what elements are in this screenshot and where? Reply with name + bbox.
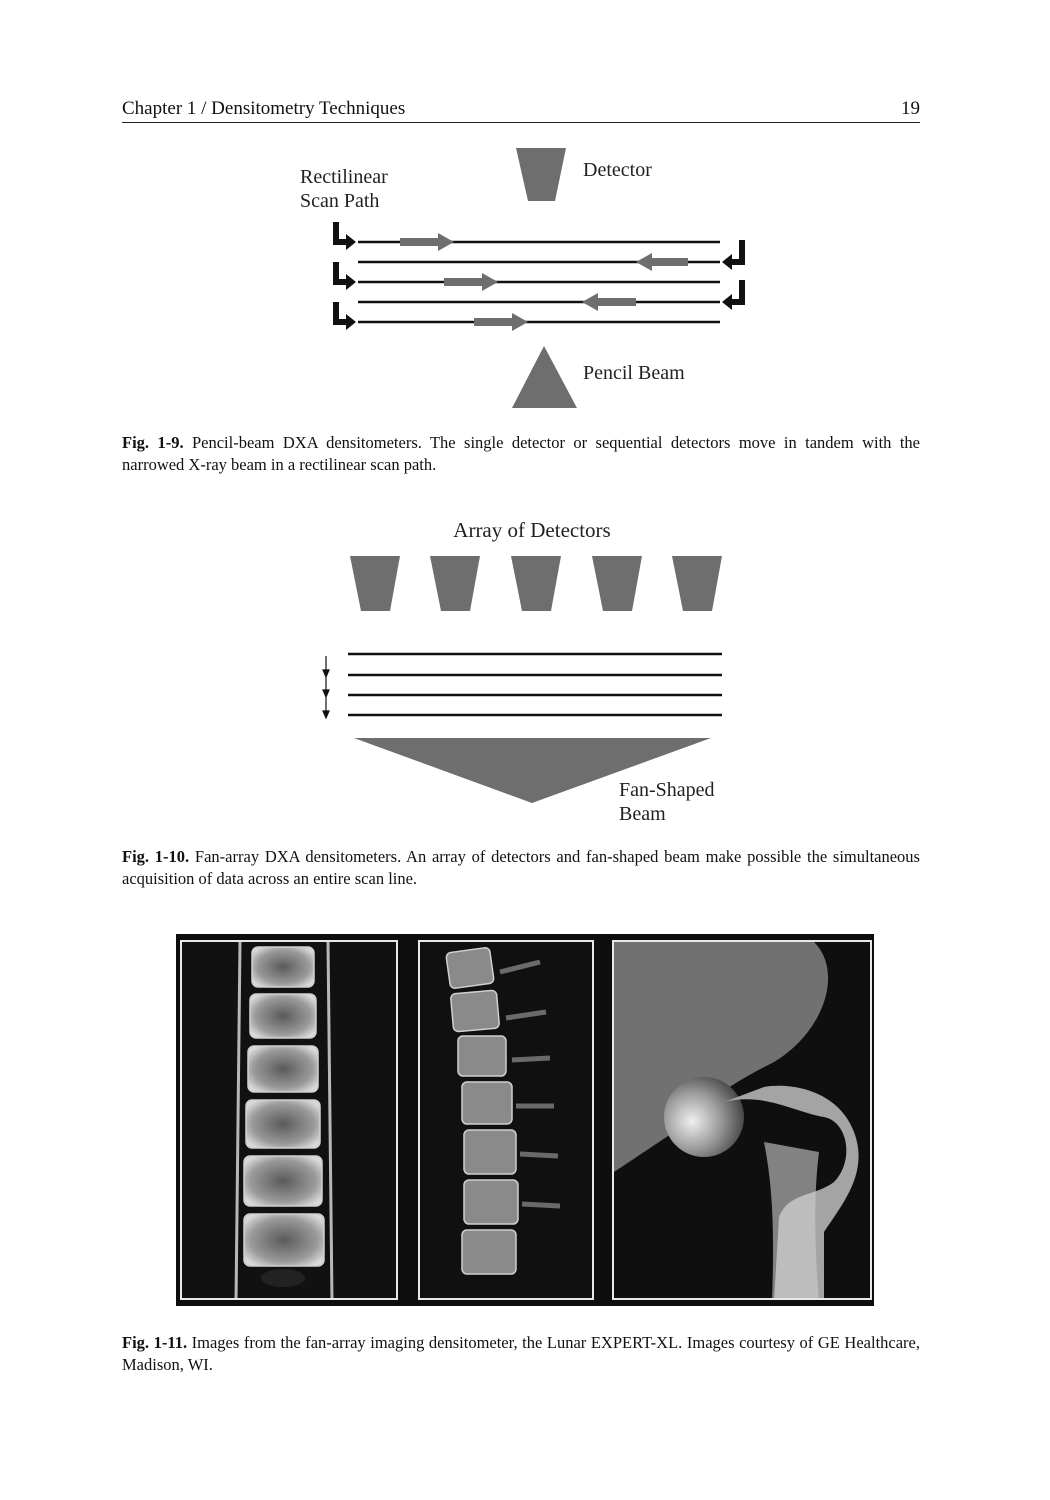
figure-1-10-caption-label: Fig. 1-10. xyxy=(122,847,190,866)
figure-1-10-caption-text: Fan-array DXA densitometers. An array of detectors and fan-shaped beam make possible the simultaneous acquisition of data across an entire scan line. xyxy=(122,847,920,888)
xray-ap-spine xyxy=(180,940,398,1300)
rectilinear-label-line1: Rectilinear xyxy=(300,166,388,188)
pencil-beam-label: Pencil Beam xyxy=(583,362,685,384)
hip-drawing xyxy=(614,942,872,1300)
figure-1-11-caption-text: Images from the fan-array imaging densitometer, the Lunar EXPERT-XL. Images courtesy of GE Healthcare, Madison, WI. xyxy=(122,1333,920,1374)
detector-label: Detector xyxy=(583,159,652,181)
figure-1-11-caption xyxy=(122,1332,920,1376)
step-arrows xyxy=(323,656,329,718)
figure-1-9-caption-label: Fig. 1-9. xyxy=(122,433,184,452)
fan-label-line1: Fan-Shaped xyxy=(619,779,715,801)
figure-1-9-caption-text: Pencil-beam DXA densitometers. The single detector or sequential detectors move in tandem with the narrowed X-ray beam in a rectilinear scan path. xyxy=(122,433,920,474)
fan-label-line2: Beam xyxy=(619,803,666,825)
xray-lateral-spine xyxy=(418,940,594,1300)
figure-1-10-caption xyxy=(122,846,920,890)
rectilinear-label-line2: Scan Path xyxy=(300,190,380,212)
figure-1-11-images xyxy=(176,934,874,1306)
page-number: 19 xyxy=(901,98,920,119)
xray-hip xyxy=(612,940,872,1300)
detector-array xyxy=(350,556,722,611)
fan-scan-lines xyxy=(348,654,722,715)
lateral-spine-drawing xyxy=(420,942,594,1300)
ap-spine-drawing xyxy=(182,942,398,1300)
figure-1-11-caption-label: Fig. 1-11. xyxy=(122,1333,188,1352)
chapter-title: Chapter 1 / Densitometry Techniques xyxy=(122,98,406,119)
array-label: Array of Detectors xyxy=(453,518,611,542)
